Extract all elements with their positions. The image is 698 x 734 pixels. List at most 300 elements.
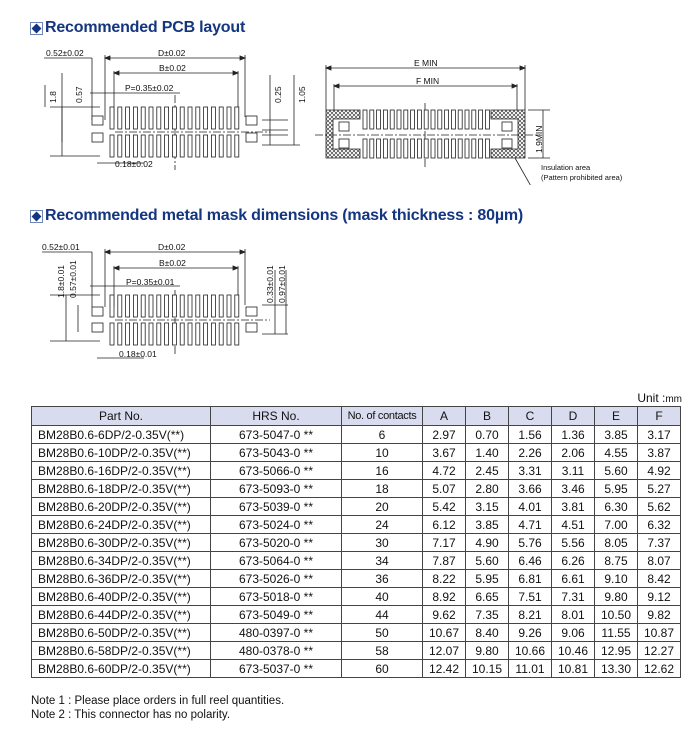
- cell-part-no: BM28B0.6-60DP/2-0.35V(**): [32, 660, 211, 678]
- mask-dim-label-pad-width: 0.52±0.01: [42, 242, 80, 252]
- contact-pad: [431, 139, 435, 158]
- cell-a: 7.17: [423, 534, 466, 552]
- contact-pad: [157, 323, 161, 345]
- cell-contacts: 16: [342, 462, 423, 480]
- cell-c: 10.66: [509, 642, 552, 660]
- cell-a: 5.42: [423, 498, 466, 516]
- contact-pad: [126, 135, 130, 157]
- contact-pad: [172, 295, 176, 317]
- cell-a: 3.67: [423, 444, 466, 462]
- cell-hrs-no: 480-0397-0 **: [211, 624, 342, 642]
- pcb-layout-drawing: [30, 45, 310, 180]
- contact-pad: [211, 135, 215, 157]
- dim-label-b: B±0.02: [159, 63, 186, 73]
- cell-hrs-no: 480-0378-0 **: [211, 642, 342, 660]
- cell-d: 3.46: [552, 480, 595, 498]
- contact-pad: [397, 110, 401, 129]
- cell-a: 7.87: [423, 552, 466, 570]
- cell-part-no: BM28B0.6-20DP/2-0.35V(**): [32, 498, 211, 516]
- cell-a: 10.67: [423, 624, 466, 642]
- contact-pad: [157, 295, 161, 317]
- cell-e: 13.30: [595, 660, 638, 678]
- cell-c: 7.51: [509, 588, 552, 606]
- cell-part-no: BM28B0.6-40DP/2-0.35V(**): [32, 588, 211, 606]
- mask-dim-label-b: B±0.02: [159, 258, 186, 268]
- contact-pad: [180, 107, 184, 129]
- contact-pad: [157, 107, 161, 129]
- cell-part-no: BM28B0.6-10DP/2-0.35V(**): [32, 444, 211, 462]
- cell-c: 3.31: [509, 462, 552, 480]
- contact-pad: [451, 110, 455, 129]
- cell-b: 7.35: [466, 606, 509, 624]
- contact-pad: [390, 139, 394, 158]
- contact-pad: [188, 323, 192, 345]
- contact-pad: [133, 135, 137, 157]
- cell-b: 3.15: [466, 498, 509, 516]
- contact-pad: [172, 107, 176, 129]
- cell-a: 4.72: [423, 462, 466, 480]
- cell-f: 8.42: [638, 570, 681, 588]
- contact-pad: [219, 323, 223, 345]
- cell-d: 4.51: [552, 516, 595, 534]
- cell-hrs-no: 673-5043-0 **: [211, 444, 342, 462]
- dim-label-d: D±0.02: [158, 48, 186, 58]
- contact-pad: [196, 323, 200, 345]
- contact-pad: [458, 139, 462, 158]
- contact-pad: [141, 135, 145, 157]
- contact-pad: [485, 139, 489, 158]
- fixing-pad: [92, 323, 103, 332]
- contact-pad: [141, 107, 145, 129]
- unit-value: mm: [665, 394, 682, 405]
- contact-pad: [141, 323, 145, 345]
- table-row: [32, 480, 681, 498]
- contact-pad: [157, 135, 161, 157]
- table-row: [32, 624, 681, 642]
- cell-c: 2.26: [509, 444, 552, 462]
- metal-mask-title: Recommended metal mask dimensions (mask thickness : 80µm): [45, 207, 523, 224]
- cell-contacts: 44: [342, 606, 423, 624]
- dim-label-057: 0.57: [74, 86, 84, 103]
- contact-pad: [118, 107, 122, 129]
- header-a: A: [423, 407, 466, 426]
- cell-e: 8.75: [595, 552, 638, 570]
- cell-c: 3.66: [509, 480, 552, 498]
- cell-contacts: 58: [342, 642, 423, 660]
- unit-prefix: Unit :: [637, 391, 666, 405]
- contact-pad: [424, 110, 428, 129]
- dim-label-height: 1.8: [48, 91, 58, 103]
- contact-pad: [438, 139, 442, 158]
- cell-part-no: BM28B0.6-6DP/2-0.35V(**): [32, 426, 211, 444]
- diamond-bullet-icon: [30, 22, 43, 35]
- contact-pad: [411, 139, 415, 158]
- cell-a: 12.07: [423, 642, 466, 660]
- fixing-pad: [92, 307, 103, 316]
- contact-pad: [472, 110, 476, 129]
- cell-contacts: 20: [342, 498, 423, 516]
- contact-pad: [451, 139, 455, 158]
- cell-hrs-no: 673-5039-0 **: [211, 498, 342, 516]
- contact-pad: [363, 110, 367, 129]
- cell-part-no: BM28B0.6-58DP/2-0.35V(**): [32, 642, 211, 660]
- mask-dim-label-033: 0.33±0.01: [265, 265, 275, 303]
- contact-pad: [204, 135, 208, 157]
- contact-pad: [118, 323, 122, 345]
- table-header-row: [32, 407, 681, 426]
- cell-b: 0.70: [466, 426, 509, 444]
- contact-pad: [485, 110, 489, 129]
- insulation-callout-line1: Insulation area: [541, 163, 591, 172]
- table-row: [32, 462, 681, 480]
- cell-f: 12.62: [638, 660, 681, 678]
- cell-f: 3.87: [638, 444, 681, 462]
- dim-label-pitch: P=0.35±0.02: [125, 83, 174, 93]
- contact-pad: [204, 323, 208, 345]
- diamond-bullet-icon: [30, 210, 43, 223]
- contact-pad: [196, 295, 200, 317]
- contact-pad: [404, 110, 408, 129]
- contact-pad: [204, 295, 208, 317]
- cell-contacts: 50: [342, 624, 423, 642]
- header-b: B: [466, 407, 509, 426]
- contact-pad: [110, 135, 114, 157]
- cell-e: 6.30: [595, 498, 638, 516]
- cell-contacts: 40: [342, 588, 423, 606]
- contact-pad: [397, 139, 401, 158]
- contact-pad: [165, 107, 169, 129]
- contact-pad: [424, 139, 428, 158]
- contact-pad: [118, 135, 122, 157]
- contact-pad: [219, 107, 223, 129]
- cell-e: 5.60: [595, 462, 638, 480]
- mask-dim-label-097: 0.97±0.01: [277, 265, 287, 303]
- cell-e: 12.95: [595, 642, 638, 660]
- header-f: F: [638, 407, 681, 426]
- cell-part-no: BM28B0.6-44DP/2-0.35V(**): [32, 606, 211, 624]
- contact-pad: [390, 110, 394, 129]
- contact-pad: [180, 295, 184, 317]
- cell-hrs-no: 673-5064-0 **: [211, 552, 342, 570]
- contact-pad: [204, 107, 208, 129]
- cell-part-no: BM28B0.6-16DP/2-0.35V(**): [32, 462, 211, 480]
- contact-pad: [110, 323, 114, 345]
- contact-pad: [133, 107, 137, 129]
- cell-c: 5.76: [509, 534, 552, 552]
- cell-part-no: BM28B0.6-36DP/2-0.35V(**): [32, 570, 211, 588]
- cell-hrs-no: 673-5024-0 **: [211, 516, 342, 534]
- cell-f: 9.12: [638, 588, 681, 606]
- cell-f: 7.37: [638, 534, 681, 552]
- cell-d: 2.06: [552, 444, 595, 462]
- cell-b: 10.15: [466, 660, 509, 678]
- cell-contacts: 30: [342, 534, 423, 552]
- contact-pad: [383, 139, 387, 158]
- dim-label-pad-width: 0.52±0.02: [46, 48, 84, 58]
- fixing-pad: [246, 133, 257, 142]
- contact-pad: [479, 110, 483, 129]
- contact-pad: [149, 135, 153, 157]
- cell-d: 8.01: [552, 606, 595, 624]
- cell-b: 6.65: [466, 588, 509, 606]
- cell-e: 10.50: [595, 606, 638, 624]
- insulation-area-left: [326, 110, 360, 158]
- cell-c: 9.26: [509, 624, 552, 642]
- fixing-pad: [339, 139, 349, 148]
- contact-pad: [472, 139, 476, 158]
- pcb-layout-heading: [30, 19, 245, 37]
- contact-pad: [377, 110, 381, 129]
- notes: [31, 694, 284, 722]
- fixing-pad: [92, 133, 103, 142]
- contact-pad: [458, 110, 462, 129]
- contact-pad: [227, 323, 231, 345]
- cell-f: 8.07: [638, 552, 681, 570]
- cell-b: 3.85: [466, 516, 509, 534]
- fixing-pad: [246, 307, 257, 316]
- cell-f: 4.92: [638, 462, 681, 480]
- cell-c: 4.71: [509, 516, 552, 534]
- contact-pad: [383, 110, 387, 129]
- mask-dim-label-pitch: P=0.35±0.01: [126, 277, 175, 287]
- mask-dim-label-width: 0.18±0.01: [119, 349, 157, 359]
- contact-pad: [235, 295, 239, 317]
- note-1: Note 1 : Please place orders in full reel quantities.: [31, 695, 285, 707]
- contact-pad: [188, 135, 192, 157]
- cell-hrs-no: 673-5047-0 **: [211, 426, 342, 444]
- contact-pad: [227, 135, 231, 157]
- cell-e: 3.85: [595, 426, 638, 444]
- cell-d: 6.61: [552, 570, 595, 588]
- contact-pad: [196, 107, 200, 129]
- cell-part-no: BM28B0.6-50DP/2-0.35V(**): [32, 624, 211, 642]
- header-c: C: [509, 407, 552, 426]
- contact-pad: [165, 295, 169, 317]
- cell-b: 1.40: [466, 444, 509, 462]
- table-row: [32, 516, 681, 534]
- fixing-pad: [92, 116, 103, 125]
- cell-contacts: 60: [342, 660, 423, 678]
- contact-pad: [465, 139, 469, 158]
- table-row: [32, 534, 681, 552]
- cell-part-no: BM28B0.6-34DP/2-0.35V(**): [32, 552, 211, 570]
- cell-c: 4.01: [509, 498, 552, 516]
- cell-a: 9.62: [423, 606, 466, 624]
- contact-pad: [404, 139, 408, 158]
- contact-pad: [363, 139, 367, 158]
- cell-d: 10.46: [552, 642, 595, 660]
- cell-part-no: BM28B0.6-30DP/2-0.35V(**): [32, 534, 211, 552]
- cell-a: 12.42: [423, 660, 466, 678]
- contact-pad: [118, 295, 122, 317]
- cell-a: 8.92: [423, 588, 466, 606]
- cell-c: 6.81: [509, 570, 552, 588]
- insulation-callout-line2: (Pattern prohibited area): [541, 173, 623, 182]
- contact-pad: [165, 135, 169, 157]
- table-row: [32, 444, 681, 462]
- contact-pad: [172, 135, 176, 157]
- cell-b: 5.60: [466, 552, 509, 570]
- table-row: [32, 498, 681, 516]
- contact-pad: [141, 295, 145, 317]
- contact-pad: [417, 139, 421, 158]
- header-d: D: [552, 407, 595, 426]
- header-part-no: Part No.: [32, 407, 211, 426]
- cell-hrs-no: 673-5093-0 **: [211, 480, 342, 498]
- cell-contacts: 6: [342, 426, 423, 444]
- contact-pad: [211, 295, 215, 317]
- cell-e: 9.80: [595, 588, 638, 606]
- contact-pad: [411, 110, 415, 129]
- fixing-pad: [502, 122, 512, 131]
- contact-pad: [126, 323, 130, 345]
- contact-pad: [438, 110, 442, 129]
- contact-pad: [235, 323, 239, 345]
- dim-label-19: 1.9MIN: [534, 125, 544, 153]
- metal-mask-heading: [30, 207, 523, 225]
- metal-mask-drawing: [30, 235, 310, 365]
- cell-d: 5.56: [552, 534, 595, 552]
- cell-c: 11.01: [509, 660, 552, 678]
- fixing-pad: [246, 323, 257, 332]
- contact-pad: [417, 110, 421, 129]
- contact-pad: [133, 323, 137, 345]
- dim-label-105: 1.05: [297, 86, 307, 103]
- cell-e: 11.55: [595, 624, 638, 642]
- cell-c: 6.46: [509, 552, 552, 570]
- cell-contacts: 34: [342, 552, 423, 570]
- cell-part-no: BM28B0.6-18DP/2-0.35V(**): [32, 480, 211, 498]
- note-2: Note 2 : This connector has no polarity.: [31, 709, 231, 721]
- contact-pad: [235, 135, 239, 157]
- cell-f: 5.62: [638, 498, 681, 516]
- contact-pad: [180, 135, 184, 157]
- table-row: [32, 426, 681, 444]
- contact-pad: [149, 323, 153, 345]
- cell-c: 8.21: [509, 606, 552, 624]
- header-contacts: No. of contacts: [342, 407, 423, 426]
- contact-pad: [165, 323, 169, 345]
- contact-pad: [211, 323, 215, 345]
- header-e: E: [595, 407, 638, 426]
- cell-c: 1.56: [509, 426, 552, 444]
- table-row: [32, 606, 681, 624]
- cell-hrs-no: 673-5018-0 **: [211, 588, 342, 606]
- contact-pad: [227, 107, 231, 129]
- cell-e: 5.95: [595, 480, 638, 498]
- insulation-area-drawing: [310, 55, 650, 185]
- cell-f: 9.82: [638, 606, 681, 624]
- cell-a: 2.97: [423, 426, 466, 444]
- cell-contacts: 10: [342, 444, 423, 462]
- cell-hrs-no: 673-5020-0 **: [211, 534, 342, 552]
- pcb-layout-title: Recommended PCB layout: [45, 19, 246, 36]
- cell-hrs-no: 673-5037-0 **: [211, 660, 342, 678]
- cell-contacts: 36: [342, 570, 423, 588]
- contact-pad: [110, 107, 114, 129]
- cell-d: 10.81: [552, 660, 595, 678]
- contact-pad: [196, 135, 200, 157]
- contact-pad: [149, 295, 153, 317]
- contact-pad: [126, 107, 130, 129]
- cell-f: 5.27: [638, 480, 681, 498]
- cell-d: 3.11: [552, 462, 595, 480]
- cell-e: 8.05: [595, 534, 638, 552]
- cell-e: 9.10: [595, 570, 638, 588]
- dim-label-e: E MIN: [414, 58, 438, 68]
- cell-a: 8.22: [423, 570, 466, 588]
- contact-pad: [172, 323, 176, 345]
- contact-pad: [188, 295, 192, 317]
- cell-b: 8.40: [466, 624, 509, 642]
- cell-b: 5.95: [466, 570, 509, 588]
- contact-pad: [445, 139, 449, 158]
- contact-pad: [133, 295, 137, 317]
- cell-f: 12.27: [638, 642, 681, 660]
- cell-contacts: 18: [342, 480, 423, 498]
- cell-d: 9.06: [552, 624, 595, 642]
- insulation-area-right: [491, 110, 525, 158]
- table-row: [32, 570, 681, 588]
- cell-part-no: BM28B0.6-24DP/2-0.35V(**): [32, 516, 211, 534]
- cell-e: 4.55: [595, 444, 638, 462]
- fixing-pad: [246, 116, 257, 125]
- contact-pad: [219, 135, 223, 157]
- mask-dim-label-d: D±0.02: [158, 242, 186, 252]
- contact-pad: [479, 139, 483, 158]
- dim-label-width: 0.18±0.02: [115, 159, 153, 169]
- contact-pad: [180, 323, 184, 345]
- contact-pad: [465, 110, 469, 129]
- contact-pad: [377, 139, 381, 158]
- contact-pad: [445, 110, 449, 129]
- contact-pad: [370, 139, 374, 158]
- unit-label: [637, 391, 682, 405]
- table-row: [32, 642, 681, 660]
- table-row: [32, 552, 681, 570]
- cell-f: 3.17: [638, 426, 681, 444]
- contact-pad: [126, 295, 130, 317]
- cell-f: 6.32: [638, 516, 681, 534]
- contact-pad: [227, 295, 231, 317]
- cell-b: 2.80: [466, 480, 509, 498]
- cell-d: 1.36: [552, 426, 595, 444]
- contact-pad: [219, 295, 223, 317]
- table-row: [32, 660, 681, 678]
- contact-pad: [149, 107, 153, 129]
- dimension-table: [31, 406, 681, 678]
- cell-d: 3.81: [552, 498, 595, 516]
- dim-label-025: 0.25: [273, 86, 283, 103]
- header-hrs-no: HRS No.: [211, 407, 342, 426]
- contact-pad: [188, 107, 192, 129]
- cell-hrs-no: 673-5049-0 **: [211, 606, 342, 624]
- fixing-pad: [502, 139, 512, 148]
- mask-dim-label-057: 0.57±0.01: [68, 260, 78, 298]
- contact-pad: [211, 107, 215, 129]
- contact-pad: [110, 295, 114, 317]
- cell-e: 7.00: [595, 516, 638, 534]
- cell-b: 9.80: [466, 642, 509, 660]
- cell-hrs-no: 673-5026-0 **: [211, 570, 342, 588]
- cell-d: 6.26: [552, 552, 595, 570]
- cell-f: 10.87: [638, 624, 681, 642]
- cell-hrs-no: 673-5066-0 **: [211, 462, 342, 480]
- contact-pad: [431, 110, 435, 129]
- cell-contacts: 24: [342, 516, 423, 534]
- table-row: [32, 588, 681, 606]
- fixing-pad: [339, 122, 349, 131]
